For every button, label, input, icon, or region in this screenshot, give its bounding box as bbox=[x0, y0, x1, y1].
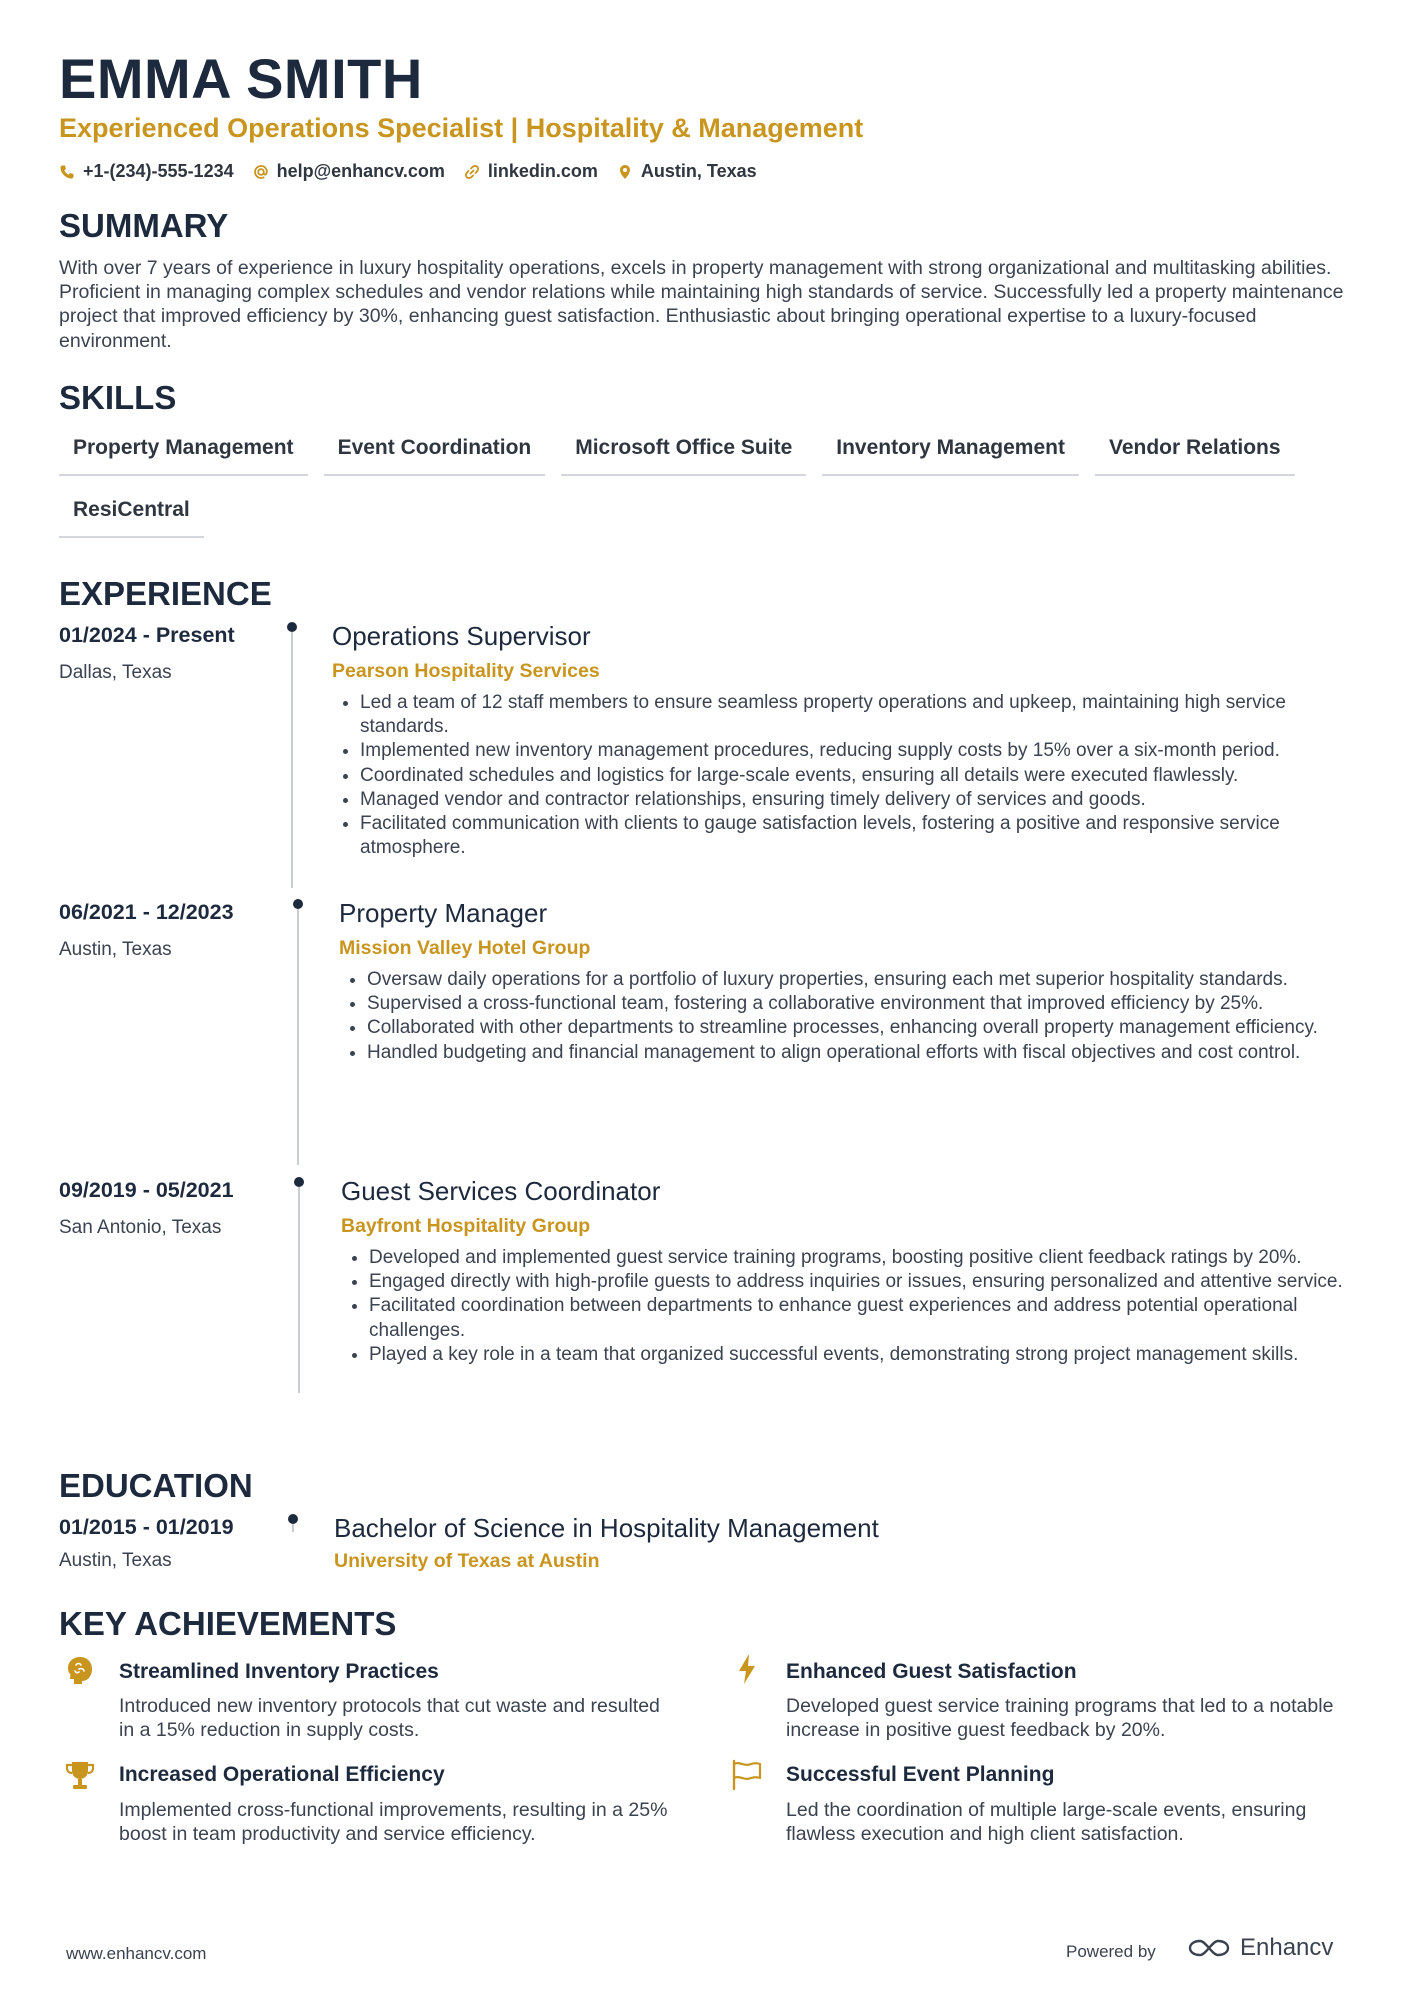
job-bullet: • Handled budgeting and financial management to align operational efforts with fiscal objectives and cost control. bbox=[367, 1041, 1372, 1065]
contact-phone-text: +1-(234)-555-1234 bbox=[83, 161, 234, 181]
skills-list bbox=[59, 426, 1369, 538]
timeline-dot bbox=[287, 622, 297, 632]
summary-heading: SUMMARY bbox=[59, 207, 229, 244]
contact-bar bbox=[59, 161, 757, 182]
job-location: Dallas, Texas bbox=[59, 662, 172, 683]
education-heading: EDUCATION bbox=[59, 1467, 253, 1504]
job-bullet: • Facilitated coordination between departments to enhance guest experiences and address potential operational challenges. bbox=[369, 1294, 1379, 1342]
skill-tag: Event Coordination bbox=[324, 426, 546, 476]
enhancv-logo-icon bbox=[1186, 1937, 1232, 1959]
job-company: Mission Valley Hotel Group bbox=[339, 937, 591, 959]
timeline-line bbox=[291, 632, 293, 888]
experience-heading: EXPERIENCE bbox=[59, 575, 272, 612]
contact-phone[interactable] bbox=[59, 161, 234, 182]
contact-email[interactable] bbox=[253, 161, 445, 182]
job-bullet: • Played a key role in a team that organized successful events, demonstrating strong project management skills. bbox=[369, 1343, 1379, 1367]
job-bullet: • Led a team of 12 staff members to ensure seamless property operations and upkeep, maintaining high service standards. bbox=[360, 691, 1370, 739]
phone-icon bbox=[59, 164, 75, 180]
degree-title: Bachelor of Science in Hospitality Management bbox=[334, 1513, 879, 1543]
job-dates: 01/2024 - Present bbox=[59, 623, 235, 647]
timeline-line bbox=[297, 909, 299, 1165]
achievement-description: Introduced new inventory protocols that cut waste and resulted in a 15% reduction in supply costs. bbox=[119, 1695, 660, 1742]
job-bullet: • Implemented new inventory management procedures, reducing supply costs by 15% over a six-month period. bbox=[360, 739, 1370, 763]
job-bullets bbox=[343, 1246, 1379, 1367]
timeline-dot bbox=[288, 1514, 298, 1524]
contact-linkedin-text: linkedin.com bbox=[487, 161, 598, 181]
achievement-description: Implemented cross-functional improvements, resulting in a 25% boost in team productivity and service efficiency. bbox=[119, 1799, 668, 1846]
job-title: Guest Services Coordinator bbox=[341, 1176, 661, 1206]
candidate-name: EMMA SMITH bbox=[59, 47, 423, 110]
contact-location-text: Austin, Texas bbox=[640, 161, 757, 181]
location-icon bbox=[617, 164, 633, 180]
lightning-icon bbox=[731, 1652, 765, 1686]
job-bullet: • Oversaw daily operations for a portfolio of luxury properties, ensuring each met superior hospitality standards. bbox=[367, 968, 1372, 992]
job-bullet: • Engaged directly with high-profile guests to address inquiries or issues, ensuring personalized and attentive service. bbox=[369, 1270, 1379, 1294]
brain-icon bbox=[63, 1654, 97, 1688]
powered-by-label: Powered by bbox=[1066, 1942, 1156, 1961]
achievements-heading: KEY ACHIEVEMENTS bbox=[59, 1605, 397, 1642]
contact-location bbox=[617, 161, 757, 182]
skills-heading: SKILLS bbox=[59, 379, 177, 416]
footer-website-link[interactable]: www.enhancv.com bbox=[66, 1944, 207, 1963]
job-title: Property Manager bbox=[339, 898, 548, 928]
achievement-description: Led the coordination of multiple large-scale events, ensuring flawless execution and high client satisfaction. bbox=[786, 1799, 1307, 1846]
link-icon bbox=[464, 164, 480, 180]
job-bullet: • Coordinated schedules and logistics for large-scale events, ensuring all details were executed flawlessly. bbox=[360, 764, 1370, 788]
school-name: University of Texas at Austin bbox=[334, 1550, 600, 1572]
job-bullet: • Collaborated with other departments to streamline processes, enhancing overall property management efficiency. bbox=[367, 1016, 1372, 1040]
candidate-headline: Experienced Operations Specialist | Hospitality & Management bbox=[59, 113, 864, 143]
enhancv-logo[interactable] bbox=[1186, 1934, 1333, 1962]
trophy-icon bbox=[63, 1759, 97, 1793]
contact-email-text: help@enhancv.com bbox=[276, 161, 445, 181]
job-dates: 09/2019 - 05/2021 bbox=[59, 1178, 234, 1202]
job-location: Austin, Texas bbox=[59, 939, 172, 960]
skill-tag: Microsoft Office Suite bbox=[561, 426, 806, 476]
job-bullets bbox=[341, 968, 1372, 1065]
skill-tag: Property Management bbox=[59, 426, 308, 476]
timeline-line bbox=[292, 1524, 294, 1532]
skill-tag: ResiCentral bbox=[59, 488, 204, 538]
achievement-title: Increased Operational Efficiency bbox=[119, 1763, 445, 1786]
job-location: San Antonio, Texas bbox=[59, 1217, 222, 1238]
timeline-line bbox=[298, 1187, 300, 1393]
summary-text: With over 7 years of experience in luxury hospitality operations, excels in property management with strong organizational and multitasking abilities. Proficient in managing complex schedules and vendor relations while maintaining high standards of service. Successfully led a property maintenance project that improved efficiency by 30%, enhancing guest satisfaction. Enthusiastic about bringing operational expertise to a luxury-focused environment. bbox=[59, 257, 1344, 352]
job-bullet: • Supervised a cross-functional team, fostering a collaborative environment that improved efficiency by 25%. bbox=[367, 992, 1372, 1016]
skill-tag: Vendor Relations bbox=[1095, 426, 1295, 476]
flag-icon bbox=[729, 1757, 763, 1791]
timeline-dot bbox=[294, 1177, 304, 1187]
timeline-dot bbox=[293, 899, 303, 909]
job-bullet: • Facilitated communication with clients to gauge satisfaction levels, fostering a positive and responsive service atmosphere. bbox=[360, 812, 1370, 860]
achievement-title: Streamlined Inventory Practices bbox=[119, 1660, 439, 1683]
achievement-description: Developed guest service training programs that led to a notable increase in positive guest feedback by 20%. bbox=[786, 1695, 1334, 1742]
job-bullets bbox=[334, 691, 1370, 860]
job-title: Operations Supervisor bbox=[332, 621, 591, 651]
enhancv-brand-text: Enhancv bbox=[1240, 1934, 1334, 1961]
job-company: Bayfront Hospitality Group bbox=[341, 1215, 591, 1237]
job-dates: 06/2021 - 12/2023 bbox=[59, 900, 234, 924]
education-dates: 01/2015 - 01/2019 bbox=[59, 1515, 234, 1539]
skill-tag: Inventory Management bbox=[822, 426, 1079, 476]
job-bullet: • Managed vendor and contractor relationships, ensuring timely delivery of services and goods. bbox=[360, 788, 1370, 812]
achievement-title: Enhanced Guest Satisfaction bbox=[786, 1660, 1077, 1683]
at-icon bbox=[253, 164, 269, 180]
contact-linkedin[interactable] bbox=[464, 161, 598, 182]
education-location: Austin, Texas bbox=[59, 1550, 172, 1571]
achievement-title: Successful Event Planning bbox=[786, 1763, 1055, 1786]
job-company: Pearson Hospitality Services bbox=[332, 660, 600, 682]
job-bullet: • Developed and implemented guest service training programs, boosting positive client feedback ratings by 20%. bbox=[369, 1246, 1379, 1270]
